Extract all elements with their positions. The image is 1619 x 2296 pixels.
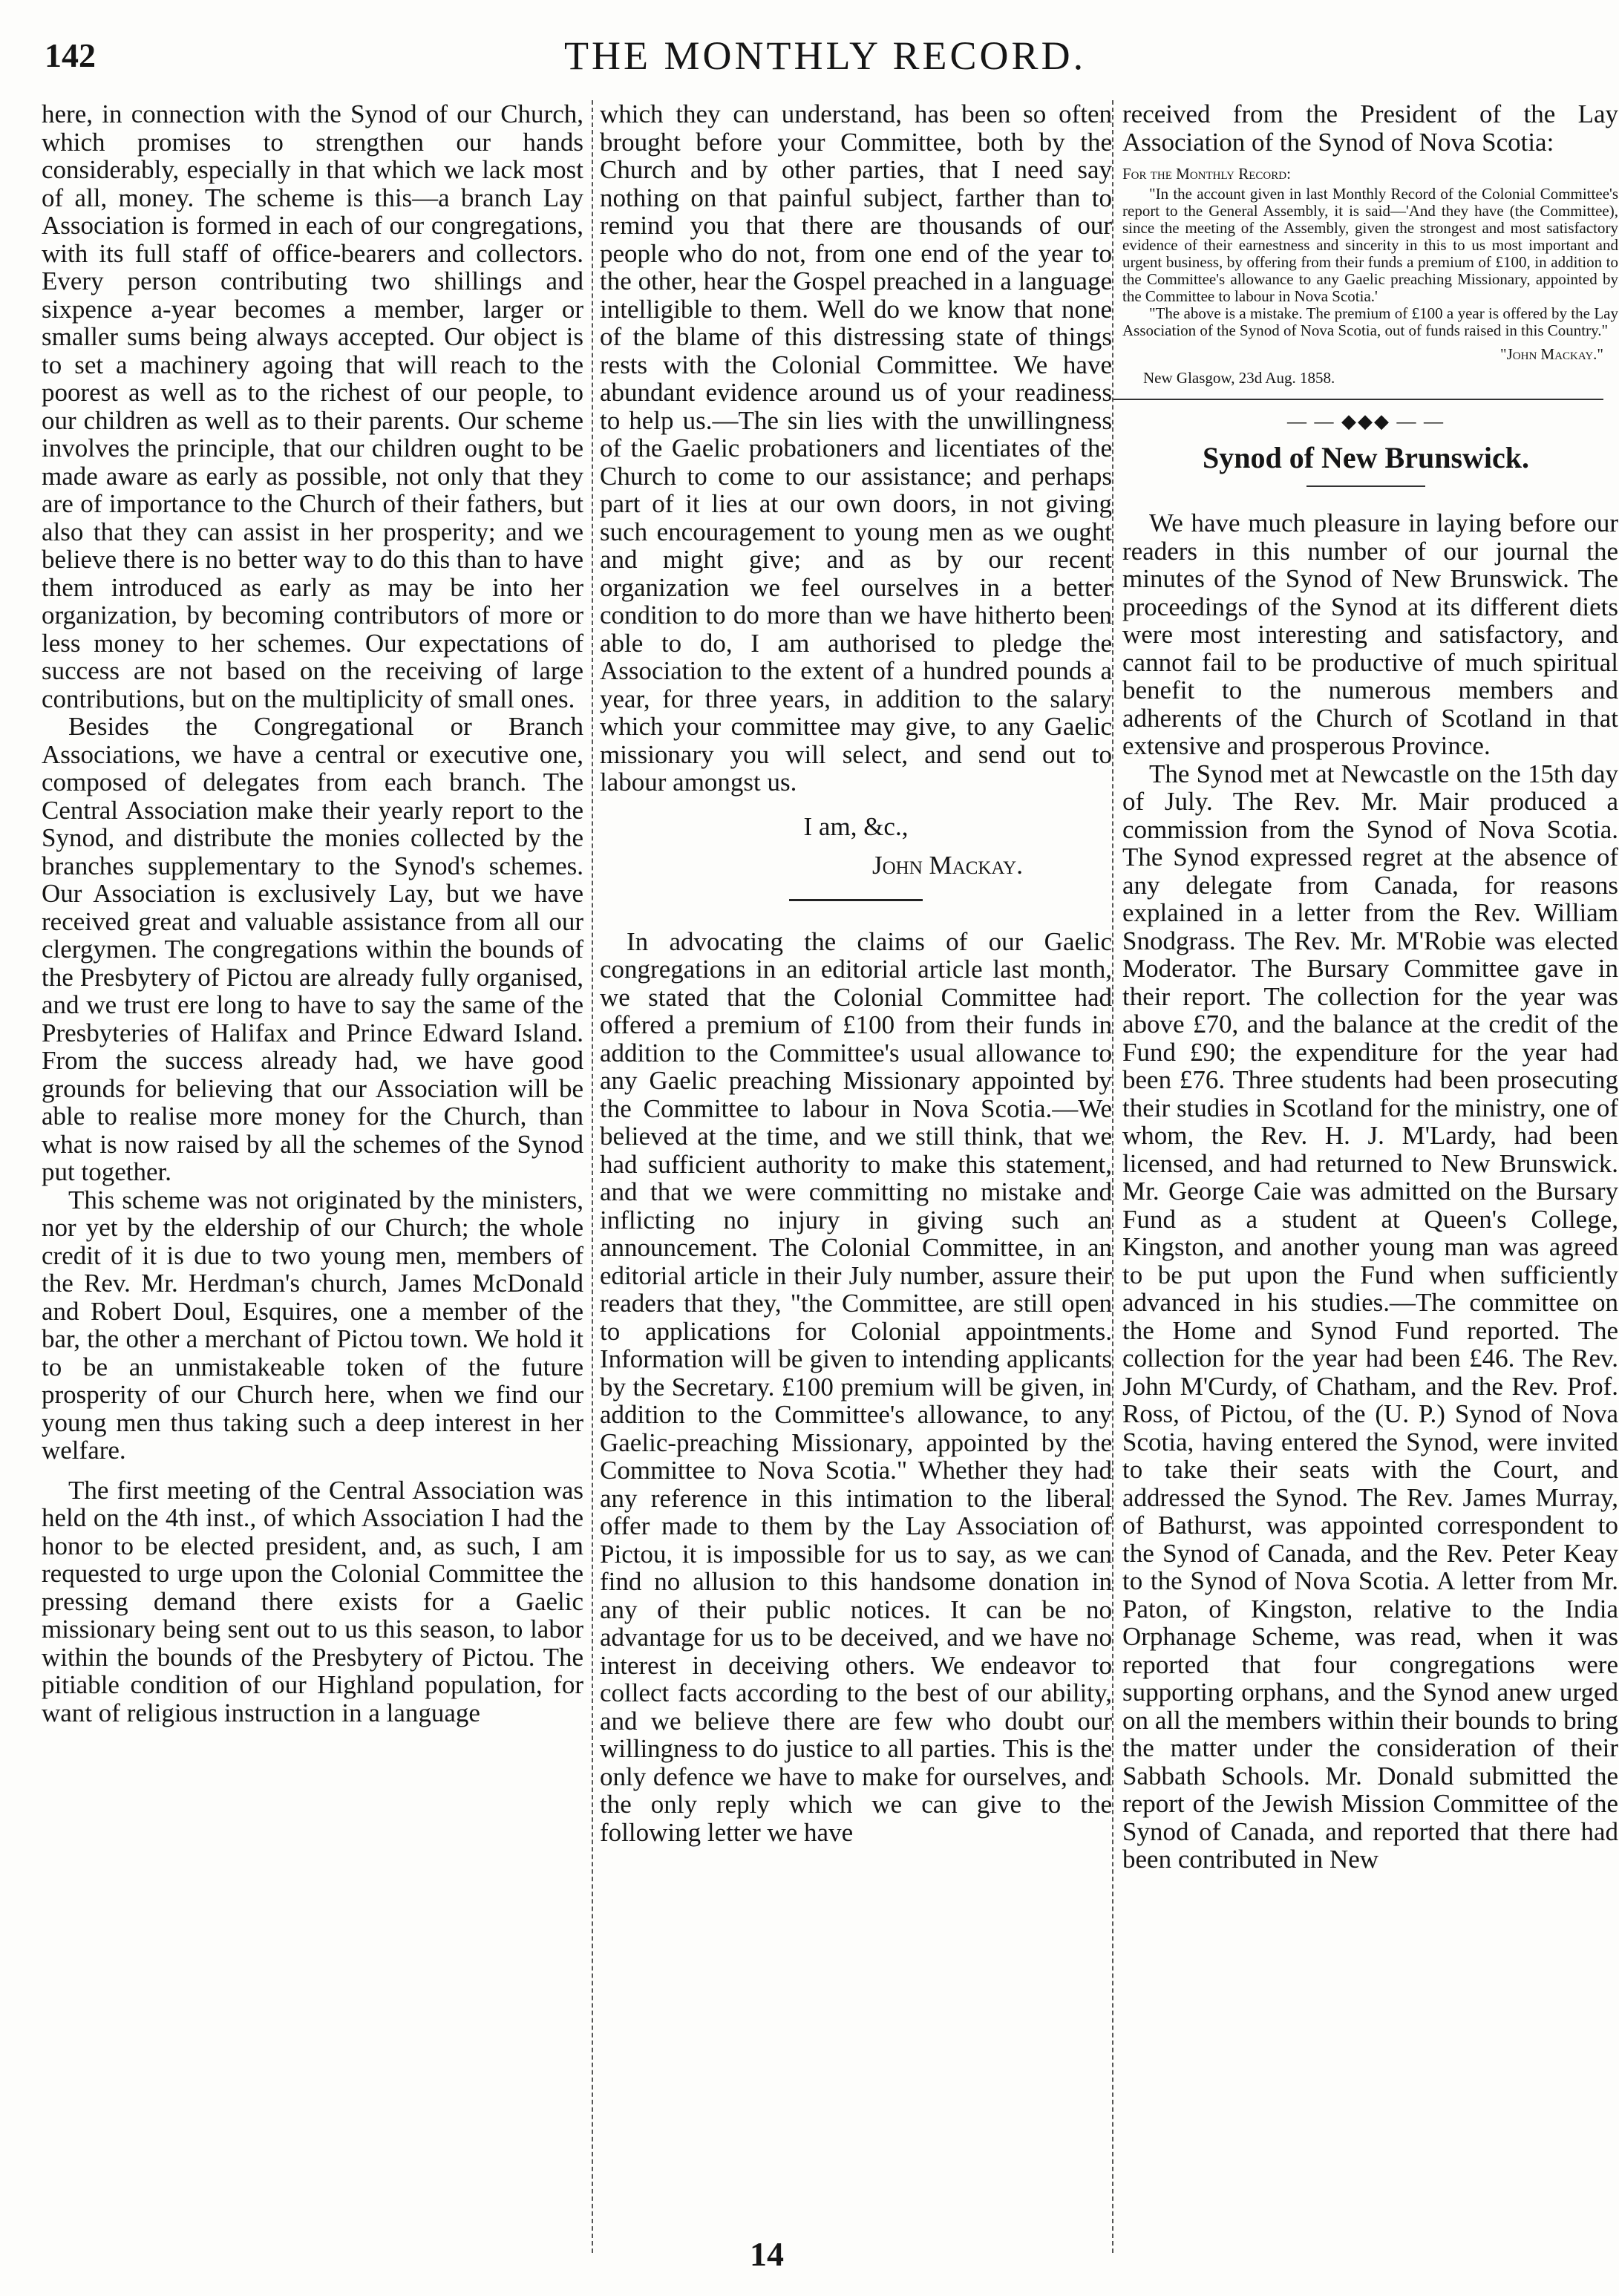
column-left xyxy=(42,100,583,2253)
letter-heading: For the Monthly Record: xyxy=(1122,165,1291,183)
paragraph: here, in connection with the Synod of our Church, which promises to strengthen our hands considerably, especially in that which we lack most of all, money. The scheme is this—a branch Lay Association is formed in each of our congregations, with its full staff of office-bearers and collectors. Every person contributing two shillings and sixpence a-year becomes a member, larger or smaller sums being always accepted. Our object is to set a machinery agoing that will reach to the poorest as well as to the richest of our people, to our children as well as to their parents. Our scheme involves the principle, that our children ought to be made aware as early as possible, not only that they are of importance to the Church of their fathers, but also that they can assist in her prosperity; and we believe there is no better way to do this than to have them introduced as early as may be into her organization, by becoming contributors of more or less money to her schemes. Our expectations of success are not based on the receiving of large contributions, but on the multiplicity of small ones. xyxy=(42,100,583,713)
paragraph: This scheme was not originated by the ministers, nor yet by the eldership of our Church; the whole credit of it is due to two young men, members of the Rev. Mr. Herdman's church, James McDonald and Robert Doul, Esquires, one a member of the bar, the other a merchant of Pictou town. We hold it to be an unmistakeable token of the future prosperity of our Church here, when we find our young men thus taking such a deep interest in her welfare. xyxy=(42,1185,583,1465)
paragraph: The Synod met at Newcastle on the 15th day of July. The Rev. Mr. Mair produced a commission from the Synod of Nova Scotia. The Synod expressed regret at the absence of any delegate from Canada, for reasons explained in a letter from the Rev. William Snodgrass. The Rev. Mr. M'Robie was elected Moderator. The Bursary Committee gave in their report. The collection for the year was above £70, and the balance at the credit of the Fund £90; the expenditure for the year had been £76. Three students had been prosecuting their studies in Scotland for the ministry, one of whom, the Rev. H. J. M'Lardy, had been licensed, and had returned to New Brunswick. Mr. George Caie was admitted on the Bursary Fund as a student at Queen's College, Kingston, and another young man was agreed to be put upon the Fund when sufficiently advanced in his studies.—The committee on the Home and Synod Fund reported. The collection for the year had been £46. The Rev. John M'Curdy, of Chatham, and the Rev. Prof. Ross, of Pictou, of the (U. P.) Synod of Nova Scotia, having entered the Synod, were invited to take their seats with the Court, and addressed the Synod. The Rev. James Murray, of Bathurst, was appointed correspondent to the Synod of Canada, and the Rev. Peter Keay to the Synod of Nova Scotia. A letter from Mr. Paton, of Kingston, relative to the India Orphanage Scheme, was read, when it was reported that four congregations were supporting orphans, and the Synod anew urged on all the members within their bounds to bring the matter under the consideration of their Sabbath Schools. Mr. Donald submitted the report of the Jewish Mission Committee of the Synod of Canada, and reported that there had been contributed in New xyxy=(1122,759,1618,1874)
letter-paragraph: "The above is a mistake. The premium of £100 a year is offered by the Lay Association of the Synod of Nova Scotia, out of funds raised in this Country." xyxy=(1122,304,1618,339)
column-middle xyxy=(600,100,1112,2253)
divider xyxy=(1306,485,1425,487)
column-divider xyxy=(592,100,593,2253)
letter-signature: John Mackay. xyxy=(871,850,1023,880)
page-title: THE MONTHLY RECORD. xyxy=(564,33,1087,78)
column-right xyxy=(1113,100,1618,2253)
ornament: — — ◆◆◆ — — xyxy=(1287,411,1445,432)
letter-closing: I am, &c., xyxy=(803,811,909,841)
paragraph: received from the President of the Lay Association of the Synod of Nova Scotia: xyxy=(1122,100,1618,157)
divider xyxy=(1113,399,1603,400)
paragraph: The first meeting of the Central Association was held on the 4th inst., of which Association I had the honor to be elected president, and, as such, I am requested to urge upon the Colonial Committee the pressing demand there exists for a Gaelic missionary being sent out to us this season, to labor within the bounds of the Presbytery of Pictou. The pitiable condition of our Highland population, for want of religious instruction in a language xyxy=(42,1475,583,1727)
paragraph: We have much pleasure in laying before our readers in this number of our journal the minutes of the Synod of New Brunswick. The proceedings of the Synod at its different diets were most interesting and satisfactory, and cannot fail to be productive of much spiritual benefit to the numerous members and adherents of the Church of Scotland in that extensive and prosperous Province. xyxy=(1122,508,1618,760)
paragraph: which they can understand, has been so often brought before your Committee, both by the Church and by other parties, that I need say nothing on that painful subject, farther than to remind you that there are thousands of our people who do not, from one end of the year to the other, hear the Gospel preached in a language intelligible to them. Well do we know that none of the blame of this distressing state of things rests with the Colonial Committee. We have abundant evidence around us of your readiness to help us.—The sin lies with the unwillingness of the Gaelic probationers and licentiates of the Church to come to our assistance; and perhaps part of it lies at our own doors, in not giving such encouragement to young men as we ought and might give; and as by our recent organization we feel ourselves in a better condition to do more than we have hitherto been able to do, I am authorised to pledge the Association to the extent of a hundred pounds a year, for three years, in addition to the salary which your committee may give, to any Gaelic missionary you will select, and send out to labour amongst us. xyxy=(600,100,1112,797)
page-number: 142 xyxy=(45,36,96,74)
section-heading: Synod of New Brunswick. xyxy=(1202,441,1530,474)
editorial-paragraph: In advocating the claims of our Gaelic congregations in an editorial article last month, we stated that the Colonial Committee had offered a premium of £100 from their funds in addition to the Committee's usual allowance to any Gaelic preaching Missionary appointed by the Committee to labour in Nova Scotia.—We believed at the time, and we still think, that we had sufficient authority to make this statement, and that we were committing no mistake and inflicting no injury in giving such an announcement. The Colonial Committee, in an editorial article in their July number, assure their readers that they, "the Committee, are still open to applications for Colonial appointments. Information will be given to intending applicants by the Secretary. £100 premium will be given, in addition to the Committee's allowance, to any Gaelic-preaching Missionary, appointed by the Committee to Nova Scotia." Whether they had any reference in this intimation to the liberal offer made to them by the Lay Association of Pictou, it is impossible for us to say, as we can find no allusion to this handsome donation in any of their public notices. It can be no advantage for us to be deceived, and we have no interest in deceiving others. We endeavor to collect facts according to the best of our ability, and we believe there are few who doubt our willingness to do justice to all parties. This is the only defence we have to make for ourselves, and the only reply which we can give to the following letter we have xyxy=(600,926,1112,1847)
letter-dateline: New Glasgow, 23d Aug. 1858. xyxy=(1143,369,1335,387)
paragraph: Besides the Congregational or Branch Associations, we have a central or executive one, composed of delegates from each branch. The Central Association make their yearly report to the Synod, and distribute the monies collected by the branches supplementary to the Synod's schemes. Our Association is exclusively Lay, but we have received great and valuable assistance from all our clergymen. The congregations within the bounds of the Presbytery of Pictou are already fully organised, and we trust ere long to have to say the same of the Presbyteries of Halifax and Prince Edward Island. From the success already had, we have good grounds for believing that our Association will be able to realise more money for the Church, than what is now raised by all the schemes of the Synod put together. xyxy=(42,712,583,1186)
letter-paragraph: "In the account given in last Monthly Record of the Colonial Committee's report to the General Assembly, it is said—'And they have (the Committee), since the meeting of the Assembly, given the strongest and most satisfactory evidence of their earnestness and sincerity in this to us most important and urgent business, by offering from their funds a premium of £100, in addition to the Committee's allowance to any Gaelic preaching Missionary, appointed by the Committee to labour in Nova Scotia.' xyxy=(1122,185,1618,305)
letter-signature: "John Mackay." xyxy=(1500,345,1603,363)
divider xyxy=(789,899,923,901)
signature-mark: 14 xyxy=(750,2235,784,2273)
